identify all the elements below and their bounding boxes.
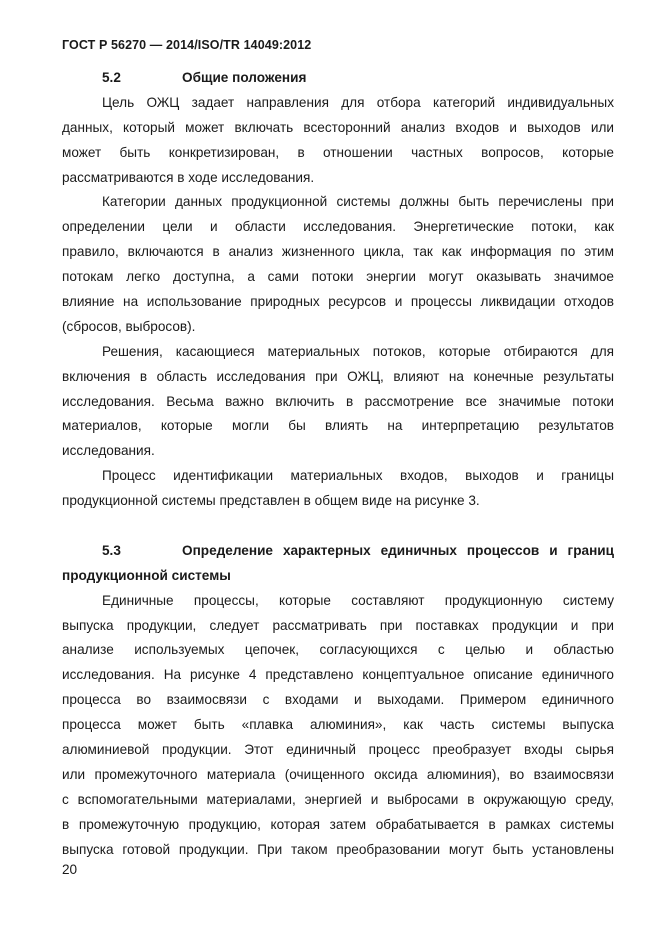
text-line: выпуска продукции, следует рассматривать при поставках продукции и при (62, 617, 614, 633)
text-line: с вспомогательными материалами, энергией и выбросами в окружающую среду, (62, 791, 614, 807)
section-title-continuation: продукционной системы (62, 567, 231, 583)
section-title: Общие положения (182, 70, 307, 85)
text-line: исследования. (62, 443, 155, 459)
section-gap (62, 514, 614, 539)
text-line: определении цели и области исследования. Энергетические потоки, как (62, 219, 614, 235)
section-heading-line (62, 539, 614, 564)
text-line: может быть конкретизирован, в отношении частных вопросов, которые (62, 144, 614, 160)
text-line: влияние на использование природных ресурсов и процессы ликвидации отходов (62, 294, 614, 310)
text-line: исследования. На рисунке 4 представлено концептуальное описание единичного (62, 667, 614, 683)
text-line: Решения, касающиеся материальных потоков, которые отбираются для (102, 343, 614, 359)
text-line: исследования. Весьма важно включить в рассмотрение все значимые потоки (62, 393, 614, 409)
text-line: анализе используемых цепочек, согласующихся с целью и областью (62, 642, 614, 658)
text-line: выпуска готовой продукции. При таком преобразовании могут быть установлены (62, 841, 614, 857)
page-body (62, 66, 614, 863)
paragraph (62, 589, 614, 863)
text-line: в промежуточную продукцию, которая затем обрабатывается в рамках системы (62, 816, 614, 832)
text-line: продукционной системы представлен в общем виде на рисунке 3. (62, 493, 480, 509)
text-line: Категории данных продукционной системы должны быть перечислены при (102, 194, 614, 210)
text-line: данных, который может включать всесторонний анализ входов и выходов или (62, 119, 614, 135)
text-line: рассматриваются в ходе исследования. (62, 169, 315, 185)
paragraph (62, 91, 614, 191)
text-line: алюминиевой продукции. Этот единичный процесс преобразует входы сырья (62, 742, 614, 758)
section-title: Определение характерных единичных процессов и границ (182, 542, 614, 558)
section-number: 5.2 (102, 70, 121, 85)
section-number: 5.3 (102, 542, 121, 558)
text-line: Единичные процессы, которые составляют продукционную систему (102, 592, 614, 608)
text-line: потокам легко доступна, а сами потоки энергии могут оказывать значимое (62, 269, 614, 285)
text-line: правило, включаются в анализ жизненного цикла, так как информация по этим (62, 244, 614, 260)
page-number: 20 (62, 862, 78, 877)
section-heading (62, 66, 614, 91)
text-line: процесса во взаимосвязи с входами и выходами. Примером единичного (62, 692, 614, 708)
paragraph (62, 190, 614, 339)
text-line: Процесс идентификации материальных входов, выходов и границы (102, 468, 614, 484)
text-line: материалов, которые могли бы влиять на интерпретацию результатов (62, 418, 614, 434)
text-line: включения в область исследования при ОЖЦ, влияют на конечные результаты (62, 368, 614, 384)
text-line: или промежуточного материала (очищенного оксида алюминия), во взаимосвязи (62, 766, 614, 782)
text-line: (сбросов, выбросов). (62, 318, 196, 334)
section-heading (62, 539, 614, 589)
paragraph (62, 340, 614, 464)
text-line: Цель ОЖЦ задает направления для отбора категорий индивидуальных (102, 94, 614, 110)
paragraph (62, 464, 614, 514)
text-line: процесса может быть «плавка алюминия», как часть системы выпуска (62, 717, 614, 733)
document-header: ГОСТ Р 56270 — 2014/ISO/TR 14049:2012 (62, 38, 312, 52)
